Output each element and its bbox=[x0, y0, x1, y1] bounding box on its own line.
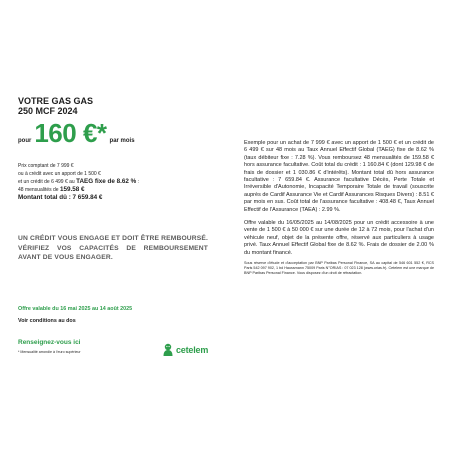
price-prefix: pour bbox=[18, 138, 32, 144]
offer-subtitle: 250 MCF 2024 bbox=[18, 106, 78, 116]
legal-block bbox=[244, 140, 434, 276]
legal-offer-terms: Offre valable du 16/05/2025 au 14/08/2025 pour un crédit accessoire à une vente de 1 500 € à 50 000 € sur une durée de 12 à 72 mois, pour l'achat d'un véhicule neuf, objet de la présente offre, réservé aux particuliers à usage privé. Taux Annuel Effectif Global fixe de 8.62 %. Frais de dossier de 2.00 % du montant financé. bbox=[244, 220, 434, 256]
legal-example: Exemple pour un achat de 7 999 € avec un apport de 1 500 € et un crédit de 6 499 € sur 48 mois au Taux Annuel Effectif Global (TAEG) fixe de 8.62 % (taux débiteur fixe : 7.28 %). Vous remboursez 48 mensualités de 159.58 € hors assurance facultative. Coût total du crédit : 1 160.84 € (dont 129.98 € de frais de dossier et 1 030.86 € d'intérêts). Montant total dû hors assurance facultative : 7 659.84 €. Assurance facultative Décès, Perte Totale et Irréversible d'Autonomie, Incapacité Temporaire Totale de travail (souscrite auprès de Cardif Assurance Vie et Cardif Assurances Risques Divers) : 8.51 € par mois en sus. Coût total de l'assurance facultative : 408.48 €, Taux Annuel Effectif de l'Assurance (TAEA) : 2.99 %. bbox=[244, 140, 434, 213]
taeg-rate: TAEG fixe de 8.62 % bbox=[76, 178, 137, 185]
price-row bbox=[18, 118, 218, 148]
brand-name: cetelem bbox=[176, 345, 209, 355]
rounding-footnote: * Mensualité arrondie à l'euro supérieur bbox=[18, 350, 81, 354]
price-suffix: par mois bbox=[109, 138, 135, 144]
down-payment: ou à crédit avec un apport de 1 500 € bbox=[18, 171, 101, 177]
cetelem-logo bbox=[162, 343, 208, 357]
offer-validity-dates: Offre valable du 16 mai 2025 au 14 août 2025 bbox=[18, 306, 133, 312]
offer-block bbox=[18, 96, 218, 202]
cetelem-mascot-icon bbox=[162, 343, 174, 357]
offer-title: VOTRE GAS GAS bbox=[18, 96, 94, 106]
contact-link[interactable]: Renseignez-vous ici bbox=[18, 339, 81, 346]
total-due: Montant total dû : 7 659.84 € bbox=[18, 194, 103, 201]
monthly-price: 160 €* bbox=[34, 118, 107, 148]
see-conditions-link[interactable]: Voir conditions au dos bbox=[18, 318, 76, 324]
credit-line: et un crédit de 6 499 € au TAEG fixe de 8.62 % : bbox=[18, 178, 139, 185]
installments: 48 mensualités de 159.58 € bbox=[18, 186, 85, 193]
financing-details bbox=[18, 162, 218, 202]
installment-amount: 159.58 € bbox=[59, 186, 85, 193]
credit-warning: UN CRÉDIT VOUS ENGAGE ET DOIT ÊTRE REMBOURSÉ. VÉRIFIEZ VOS CAPACITÉS DE REMBOURSEMENT AVANT DE VOUS ENGAGER. bbox=[18, 235, 208, 261]
cash-price: Prix comptant de 7 999 € bbox=[18, 163, 74, 169]
legal-lender-info: Sous réserve d'étude et d'acceptation par BNP Paribas Personal Finance, SA au capital de 546 601 552 €, RCS Paris 542 097 902, 1 bd Haussmann 75009 Paris N°ORIAS : 07 023 128 (www.orias.fr). Cetelem est une marque de BNP Paribas Personal Finance. Vous disposez d'un droit de rétractation. bbox=[244, 261, 434, 276]
